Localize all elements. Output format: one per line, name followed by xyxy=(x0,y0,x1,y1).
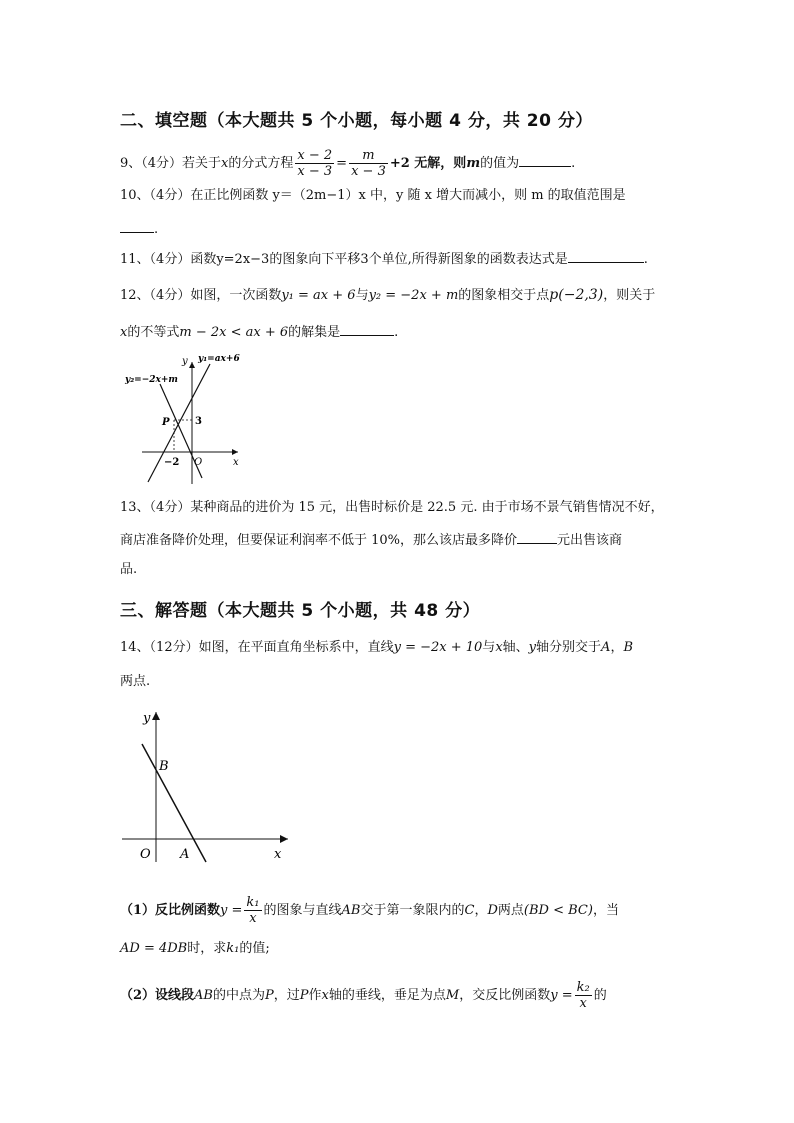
question-10-line-2: . xyxy=(120,218,158,240)
question-12-line-1: 12、（4分）如图，一次函数y₁ = ax + 6与y₂ = −2x + m的图象相交于点p(−2,3)，则关于 xyxy=(120,287,656,303)
question-11: 11、（4分）函数y=2x−3的图象向下平移3个单位,所得新图象的函数表达式是 . xyxy=(120,248,648,270)
question-13-line-2: 商店准备降价处理，但要保证利润率不低于 10%，那么该店最多降价 元出售该商 xyxy=(120,529,622,551)
fraction-k2: $\frac{\text{k₂}}{x}$ xyxy=(576,980,590,1011)
answer-blank-12[interactable] xyxy=(340,321,394,336)
question-14-line-2: 两点. xyxy=(120,674,151,689)
q14-label-b: B xyxy=(159,759,169,774)
q12-x-arrow-icon xyxy=(232,449,238,455)
question-13-line-1: 13、（4分）某种商品的进价为 15 元，出售时标价是 22.5 元. 由于市场不景气销售情况不好， xyxy=(120,500,664,515)
question-10-line-1: 10、（4分）在正比例函数 y＝（2m−1）x 中，y 随 x 增大而减小，则 m 的取值范围是 xyxy=(120,188,626,203)
question-14-part-2-line-1: （2）设线段AB的中点为P，过P作x轴的垂线，垂足为点M，交反比例函数y = $\frac{\text{k₂}}{x}$ 的 xyxy=(120,980,607,1011)
section-title-answers: 三、解答题（本大题共 5 个小题，共 48 分） xyxy=(120,601,481,621)
q14-label-axis-x: x xyxy=(274,847,282,862)
question-13-line-3: 品. xyxy=(120,562,138,577)
q12-label-p: P xyxy=(162,417,170,428)
q12-label-3: 3 xyxy=(195,416,202,427)
q14-coordinate-graph xyxy=(118,702,298,872)
q14-label-a: A xyxy=(180,847,190,862)
answer-blank-9[interactable] xyxy=(519,152,571,167)
q14-line-ab xyxy=(142,744,206,862)
q12-label-axis-x: x xyxy=(233,457,239,468)
q12-label-y2: y₂=−2x+m xyxy=(125,375,178,385)
q12-function-graph xyxy=(120,350,250,490)
q14-label-axis-y: y xyxy=(143,711,151,726)
answer-blank-10[interactable] xyxy=(120,218,154,233)
section-title-fill-in: 二、填空题（本大题共 5 个小题，每小题 4 分，共 20 分） xyxy=(120,111,593,131)
fraction-1: $\frac{x - 2}{x - 3}$ xyxy=(297,148,333,179)
answer-blank-11[interactable] xyxy=(568,248,644,263)
q12-label-o: O xyxy=(194,457,203,468)
question-14-part-1-line-2: AD = 4DB时，求k₁的值; xyxy=(120,941,270,956)
fraction-2: $\frac{m}{x - 3}$ xyxy=(351,148,386,179)
q12-label-axis-y: y xyxy=(182,356,188,367)
q12-label-neg2: −2 xyxy=(164,457,180,468)
fraction-k1: $\frac{\text{k₁}}{x}$ xyxy=(246,895,260,926)
question-14-line-1: 14、（12分）如图，在平面直角坐标系中，直线y = −2x + 10与x轴、y轴分别交于A，B xyxy=(120,640,634,655)
question-9: 9、（4分）若关于x的分式方程 $\frac{x - 2}{x - 3}$ = $\frac{m}{x - 3}$ +2 无解，则m的值为 . xyxy=(120,148,576,179)
q12-label-y1: y₁=ax+6 xyxy=(198,354,240,364)
answer-blank-13[interactable] xyxy=(517,529,557,544)
q14-y-arrow-icon xyxy=(152,712,160,720)
q14-x-arrow-icon xyxy=(280,835,288,843)
question-12-line-2: x的不等式m − 2x < ax + 6的解集是 . xyxy=(120,321,398,343)
q12-y-arrow-icon xyxy=(189,362,195,368)
q14-label-o: O xyxy=(140,847,151,862)
question-14-part-1-line-1: （1）反比例函数y = $\frac{\text{k₁}}{x}$ 的图象与直线AB交于第一象限内的C，D两点(BD < BC)，当 xyxy=(120,895,619,926)
